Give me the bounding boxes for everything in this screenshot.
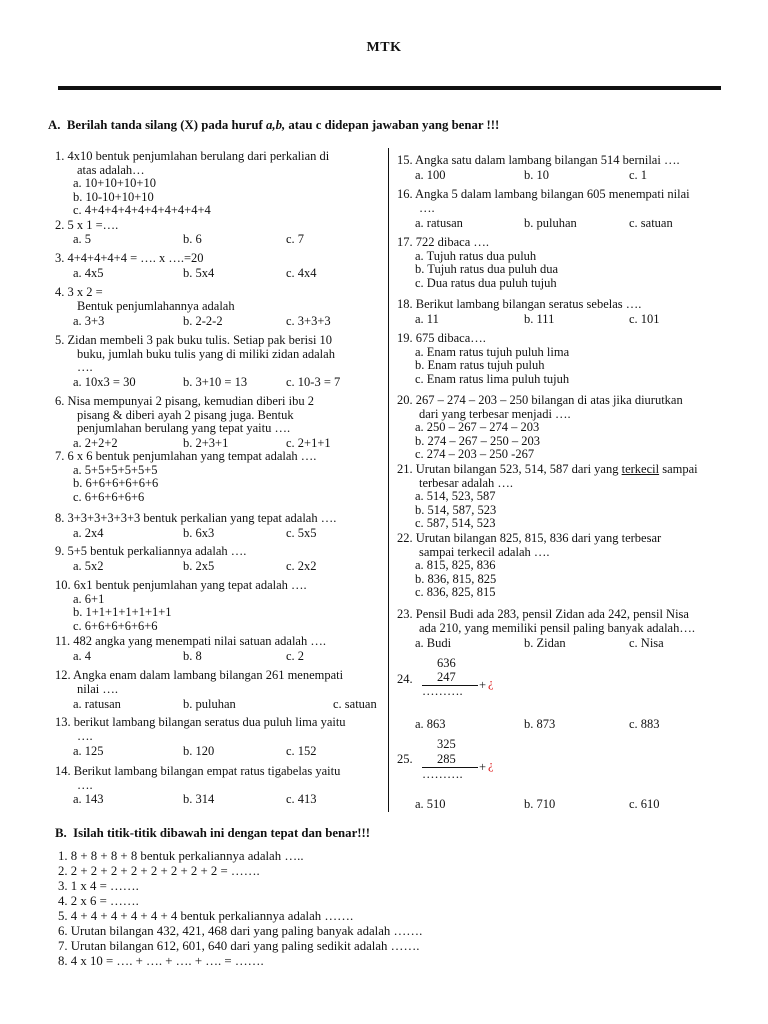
essay-item-2: 2. 2 + 2 + 2 + 2 + 2 + 2 + 2 + 2 = ……. [58,864,260,878]
option-a[interactable]: a. 11 [415,312,439,326]
question-text [397,463,698,477]
question-text: 22. Urutan bilangan 825, 815, 836 dari yang terbesar [397,531,662,545]
question-9 [55,545,246,559]
option-b[interactable]: b. 710 [524,797,556,811]
option-a[interactable]: a. Budi [415,636,452,650]
question-16 [397,188,690,215]
question-text: ada 210, yang memiliki pensil paling banyak adalah…. [419,620,695,635]
page-title: MTK [366,40,402,55]
option-a[interactable]: a. 10x3 = 30 [73,375,136,389]
question-text: 8. 3+3+3+3+3+3 bentuk perkalian yang tepat adalah …. [55,511,337,525]
question-text: nilai …. [77,681,118,696]
essay-item-1: 1. 8 + 8 + 8 + 8 bentuk perkaliannya adalah ….. [58,849,304,863]
option-c[interactable]: c. 152 [286,744,317,758]
option-b[interactable]: b. Zidan [524,636,566,650]
option-b[interactable]: b. Tujuh ratus dua puluh dua [415,262,559,276]
option-c[interactable]: c. 2x2 [286,559,317,573]
option-c[interactable]: c. 4x4 [286,266,317,280]
question-17 [397,236,558,290]
option-c[interactable]: c. 6+6+6+6+6+6 [73,618,158,633]
question-text: buku, jumlah buku tulis yang di miliki zidan adalah [77,346,335,361]
question-20 [397,394,683,462]
option-c[interactable]: c. 2 [286,649,305,663]
question-19 [397,332,569,386]
question-4 [55,286,235,313]
option-b[interactable]: b. 1+1+1+1+1+1+1 [73,605,172,619]
section-a-text-post: atau c didepan jawaban yang benar !!! [285,118,500,132]
question-15 [397,154,680,168]
option-b[interactable]: b. 314 [183,792,215,806]
question-text: 13. berikut lambang bilangan seratus dua puluh lima yaitu [55,715,346,729]
option-b[interactable]: b. 6 [183,232,202,246]
question-24-number: 24. [397,672,413,686]
option-b[interactable]: b. 2x5 [183,559,215,573]
option-b[interactable]: b. 873 [524,717,556,731]
option-a[interactable]: a. 2+2+2 [73,436,118,450]
question-text: 20. 267 – 274 – 203 – 250 bilangan di atas jika diurutkan [397,393,683,407]
option-c[interactable]: c. satuan [333,697,377,711]
question-text: 9. 5+5 bentuk perkaliannya adalah …. [55,544,247,558]
question-3 [55,252,204,266]
underlined-word: terkecil [621,462,660,476]
option-a[interactable]: a. 5x2 [73,559,104,573]
question-text: …. [419,200,435,215]
option-b[interactable]: b. 2+3+1 [183,436,229,450]
option-c[interactable]: c. Nisa [629,636,664,650]
question-text: 12. Angka enam dalam lambang bilangan 261 menempati [55,668,344,682]
section-a-heading [48,118,499,133]
question-14 [55,765,340,792]
question-text: terbesar adalah …. [419,475,514,490]
option-b[interactable]: b. 3+10 = 13 [183,375,248,389]
question-text: pisang & diberi ayah 2 pisang juga. Bentuk [77,407,294,422]
option-c[interactable]: c. Enam ratus lima puluh tujuh [415,371,570,386]
question-text: 10. 6x1 bentuk penjumlahan yang tepat adalah …. [55,578,307,592]
essay-item-7: 7. Urutan bilangan 612, 601, 640 dari yang paling sedikit adalah ……. [58,939,420,953]
answer-dots: ………. [422,767,463,781]
option-b[interactable]: b. 10-10+10+10 [73,189,154,204]
question-18 [397,298,641,312]
option-a[interactable]: a. ratusan [415,216,463,230]
option-a[interactable]: a. 143 [73,792,104,806]
question-text: dari yang terbesar menjadi …. [419,406,571,421]
option-a[interactable]: a. 815, 825, 836 [415,558,496,572]
option-b[interactable]: b. Enam ratus tujuh puluh [415,358,545,372]
essay-item-6: 6. Urutan bilangan 432, 421, 468 dari yang paling banyak adalah ……. [58,924,423,938]
option-b[interactable]: b. 120 [183,744,215,758]
option-c[interactable]: c. 6+6+6+6+6 [73,489,145,504]
option-a[interactable]: a. 5+5+5+5+5+5 [73,462,158,477]
question-text: 4. 3 x 2 = [55,285,103,299]
question-text: 1. 4x10 bentuk penjumlahan berulang dari perkalian di [55,149,330,163]
option-c[interactable]: c. 883 [629,717,660,731]
option-c[interactable]: c. 610 [629,797,660,811]
question-11 [55,635,326,649]
option-b[interactable]: b. puluhan [524,216,577,230]
option-b[interactable]: b. 5x4 [183,266,215,280]
option-a[interactable]: a. 510 [415,797,446,811]
question-5 [55,334,335,375]
question-text: …. [77,360,93,374]
addend-top: 325 [437,737,456,751]
option-a[interactable]: a. 4 [73,649,92,663]
question-12 [55,669,343,696]
question-text: 14. Berikut lambang bilangan empat ratus tigabelas yaitu [55,764,341,778]
plus-sign: + [479,760,487,774]
option-a[interactable]: a. 10+10+10+10 [73,176,156,190]
question-text: 7. 6 x 6 bentuk penjumlahan yang tempat adalah …. [55,449,317,463]
question-text: 5. Zidan membeli 3 pak buku tulis. Setiap pak berisi 10 [55,333,333,347]
essay-item-4: 4. 2 x 6 = ……. [58,894,139,908]
option-a[interactable]: a. 125 [73,744,104,758]
option-c[interactable]: c. 5x5 [286,526,317,540]
option-c[interactable]: c. 4+4+4+4+4+4+4+4+4+4 [73,203,211,217]
question-text: 2. 5 x 1 =…. [55,218,119,232]
question-13 [55,716,346,743]
option-c[interactable]: c. 413 [286,792,317,806]
column-divider [388,148,389,812]
question-text: 3. 4+4+4+4+4 = …. x ….=20 [55,251,204,265]
question-text: 18. Berikut lambang bilangan seratus sebelas …. [397,297,642,311]
option-b[interactable]: b. 6x3 [183,526,215,540]
question-text: 11. 482 angka yang menempati nilai satuan adalah …. [55,634,326,648]
question-text: 15. Angka satu dalam lambang bilangan 514 bernilai …. [397,153,680,167]
question-text: 6. Nisa mempunyai 2 pisang, kemudian diberi ibu 2 [55,394,314,408]
question-text: Bentuk penjumlahannya adalah [77,298,235,313]
question-text: 16. Angka 5 dalam lambang bilangan 605 menempati nilai [397,187,690,201]
option-b[interactable]: b. 8 [183,649,202,663]
option-a[interactable]: a. 3+3 [73,314,105,328]
option-a[interactable]: a. 100 [415,168,446,182]
section-a-text-pre: Berilah tanda silang (X) pada huruf [66,118,266,132]
addend-bottom: 285 [437,752,456,766]
plus-sign: + [479,678,487,692]
option-a[interactable]: a. 2x4 [73,526,104,540]
option-a[interactable]: a. ratusan [73,697,121,711]
option-a[interactable]: a. 4x5 [73,266,104,280]
addend-top: 636 [437,656,456,670]
essay-item-5: 5. 4 + 4 + 4 + 4 + 4 + 4 bentuk perkaliannya adalah ……. [58,909,354,923]
question-21 [397,463,698,531]
option-a[interactable]: a. 6+1 [73,591,105,606]
question-23 [397,608,695,635]
section-a-letters: a,b, [265,118,286,132]
option-b[interactable]: b. 2-2-2 [183,314,223,328]
question-text: …. [77,728,93,743]
question-text: sampai terkecil adalah …. [419,544,550,559]
option-b[interactable]: b. 10 [524,168,549,182]
question-text: penjumlahan berulang yang tepat yaitu …. [77,421,291,435]
option-c[interactable]: c. 587, 514, 523 [415,516,496,530]
option-c[interactable]: c. 2+1+1 [286,436,331,450]
question-text-post: sampai [659,462,698,476]
question-text-pre: 21. Urutan bilangan 523, 514, 587 dari yang [397,462,622,476]
option-a[interactable]: a. Enam ratus tujuh puluh lima [415,344,570,359]
option-c[interactable]: c. 7 [286,232,305,246]
question-2 [55,219,118,233]
option-b[interactable]: b. 514, 587, 523 [415,502,497,517]
option-c[interactable]: c. satuan [629,216,673,230]
section-b-label: B. [55,826,67,840]
question-text: atas adalah… [77,162,145,177]
option-a[interactable]: a. 514, 523, 587 [415,489,496,503]
option-c[interactable]: c. 3+3+3 [286,314,331,328]
broken-glyph-mark: ¿ [488,676,494,690]
option-a[interactable]: a. Tujuh ratus dua puluh [415,248,537,263]
title-rule [58,86,721,90]
option-b[interactable]: b. 274 – 267 – 250 – 203 [415,433,540,448]
question-8 [55,512,336,526]
question-text: 17. 722 dibaca …. [397,235,489,249]
broken-glyph-mark: ¿ [488,758,494,772]
addend-bottom: 247 [437,670,456,684]
option-a[interactable]: a. 863 [415,717,446,731]
essay-item-3: 3. 1 x 4 = ……. [58,879,139,893]
option-c[interactable]: c. 836, 825, 815 [415,585,496,599]
question-text: 23. Pensil Budi ada 283, pensil Zidan ada 242, pensil Nisa [397,607,689,621]
answer-dots: ………. [422,684,463,698]
question-text: 19. 675 dibaca…. [397,331,486,345]
option-c[interactable]: c. 101 [629,312,660,326]
essay-item-8: 8. 4 x 10 = …. + …. + …. + …. = ……. [58,954,264,968]
option-b[interactable]: b. 111 [524,312,555,326]
option-a[interactable]: a. 5 [73,232,92,246]
option-c[interactable]: c. 274 – 203 – 250 -267 [415,447,535,461]
question-10 [55,579,307,633]
question-6 [55,395,314,436]
option-b[interactable]: b. puluhan [183,697,236,711]
option-a[interactable]: a. 250 – 267 – 274 – 203 [415,420,540,434]
section-b-text: Isilah titik-titik dibawah ini dengan tepat dan benar!!! [73,826,371,840]
option-c[interactable]: c. 10-3 = 7 [286,375,341,389]
section-b-heading [55,826,370,841]
option-c[interactable]: c. 1 [629,168,648,182]
option-c[interactable]: c. Dua ratus dua puluh tujuh [415,275,557,290]
question-22 [397,532,661,600]
question-7 [55,450,316,504]
question-1 [55,150,329,218]
section-a-label: A. [48,118,61,132]
question-25-number: 25. [397,752,413,766]
question-text: …. [77,777,93,792]
option-b[interactable]: b. 836, 815, 825 [415,571,497,586]
option-b[interactable]: b. 6+6+6+6+6+6 [73,476,159,490]
